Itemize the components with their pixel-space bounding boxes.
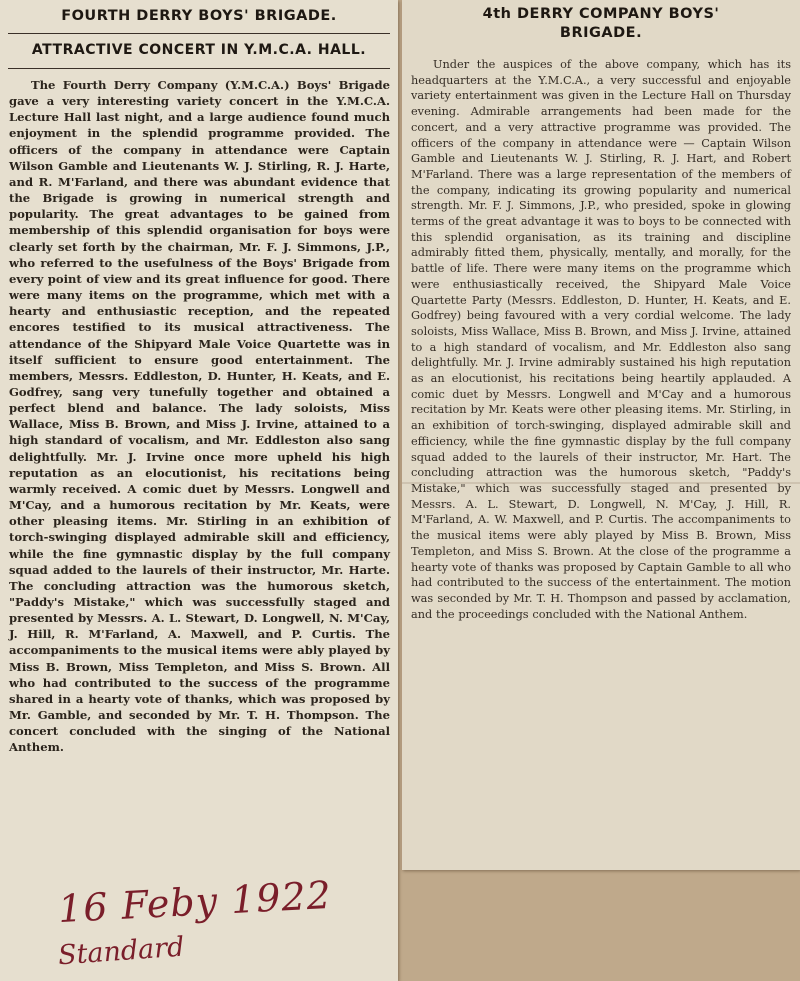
right-article-paragraph: Under the auspices of the above company, which has its headquarters at the Y.M.C.A., a very successful and enjoyable variety entertainment was given in the Lecture Hall on Thursday evening. Admirable arrangements had been made for the concert, and a very attractive programme was provided. The officers of the company in attendance were — Captain Wilson Gamble and Lieutenants W. J. Stirling, R. J. Hart, and Robert M'Farland. There was a large representation of the members of the company, indicating its growing popularity and numerical strength. Mr. F. J. Simmons, J.P., who presided, spoke in glowing terms of the great advantage it was to boys to be connected with this splendid organisation, as its training and discipline admirably fitted them, physically, mentally, and morally, for the battle of life. There were many items on the programme which were enthusiastically received, the Shipyard Male Voice Quartette Party (Messrs. Eddleston, D. Hunter, H. Keats, and E. Godfrey) being favoured with a very cordial welcome. The lady soloists, Miss Wallace, Miss B. Brown, and Miss J. Irvine, attained to a high standard of vocalism, and Mr. Eddleston also sang delightfully. Mr. J. Irvine admirably sustained his high reputation as an elocutionist, his recitations being heartily applauded. A comic duet by Messrs. Longwell and M'Cay and a humorous recitation by Mr. Keats were other pleasing items. Mr. Stirling, in an exhibition of torch-swinging, displayed admirable skill and efficiency, while the fine gymnastic display by the full company squad added to the laurels of their instructor, Mr. Hart. The concluding attraction was the humorous sketch, "Paddy's Mistake," which was successfully staged and presented by Messrs. A. L. Stewart, D. Longwell, N. M'Cay, J. Hill, R. M'Farland, A. W. Maxwell, and P. Curtis. The accompaniments to the musical items were ably played by Miss B. Brown, Miss Templeton, and Miss S. Brown. At the close of the programme a hearty vote of thanks was proposed by Captain Gamble to all who had contributed to the success of the entertainment. The motion was seconded by Mr. T. H. Thompson and passed by acclamation, and the proceedings concluded with the National Anthem. (411, 58, 791, 621)
handwritten-newspaper-name: Standard (57, 931, 186, 972)
left-newspaper-clipping (0, 0, 398, 981)
left-subheadline: ATTRACTIVE CONCERT IN Y.M.C.A. HALL. (31, 42, 367, 58)
right-headline-line1: 4th DERRY COMPANY BOYS' (482, 6, 720, 22)
handwritten-date: 16 Feby 1922 (57, 872, 333, 932)
left-headline: FOURTH DERRY BOYS' BRIGADE. (61, 8, 337, 24)
left-article-paragraph: The Fourth Derry Company (Y.M.C.A.) Boys' Brigade gave a very interesting variety concert in the Y.M.C.A. Lecture Hall last night, and a large audience found much enjoyment in the splendid programme provided. The officers of the company in attendance were Captain Wilson Gamble and Lieutenants W. J. Stirling, R. J. Harte, and R. M'Farland, and there was abundant evidence that the Brigade is growing in numerical strength and popularity. The great advantages to be gained from membership of this splendid organisation for boys were clearly set forth by the chairman, Mr. F. J. Simmons, J.P., who referred to the usefulness of the Boys' Brigade from every point of view and its great influence for good. There were many items on the programme, which met with a hearty and enthusiastic reception, and the repeated encores testified to its musical attractiveness. The attendance of the Shipyard Male Voice Quartette was in itself sufficient to ensure good entertainment. The members, Messrs. Eddleston, D. Hunter, H. Keats, and E. Godfrey, sang very tunefully together and obtained a perfect blend and balance. The lady soloists, Miss Wallace, Miss B. Brown, and Miss J. Irvine, attained to a high standard of vocalism, and Mr. Eddleston also sang delightfully. Mr. J. Irvine once more upheld his high reputation as an elocutionist, his recitations being warmly received. A comic duet by Messrs. Longwell and M'Cay, and a humorous recitation by Mr. Keats, were other pleasing items. Mr. Stirling in an exhibition of torch-swinging displayed admirable skill and efficiency, while the fine gymnastic display by the full company squad added to the laurels of their instructor, Mr. Harte. The concluding attraction was the humorous sketch, "Paddy's Mistake," which was successfully staged and presented by Messrs. A. L. Stewart, D. Longwell, N. M'Cay, J. Hill, R. M'Farland, A. Maxwell, and P. Curtis. The accompaniments to the musical items were ably played by Miss B. Brown, Miss Templeton, and Miss S. Brown. All who had contributed to the success of the programme shared in a hearty vote of thanks, which was proposed by Mr. Gamble, and seconded by Mr. T. H. Thompson. The concert concluded with the singing of the National Anthem. (9, 78, 390, 755)
right-newspaper-clipping (402, 0, 800, 870)
left-headline-rule (8, 33, 390, 34)
right-headline-line2: BRIGADE. (559, 25, 643, 41)
right-article-body (411, 57, 791, 622)
left-article-body (9, 77, 390, 756)
paper-crease (402, 482, 800, 484)
left-subheadline-rule (8, 68, 390, 69)
